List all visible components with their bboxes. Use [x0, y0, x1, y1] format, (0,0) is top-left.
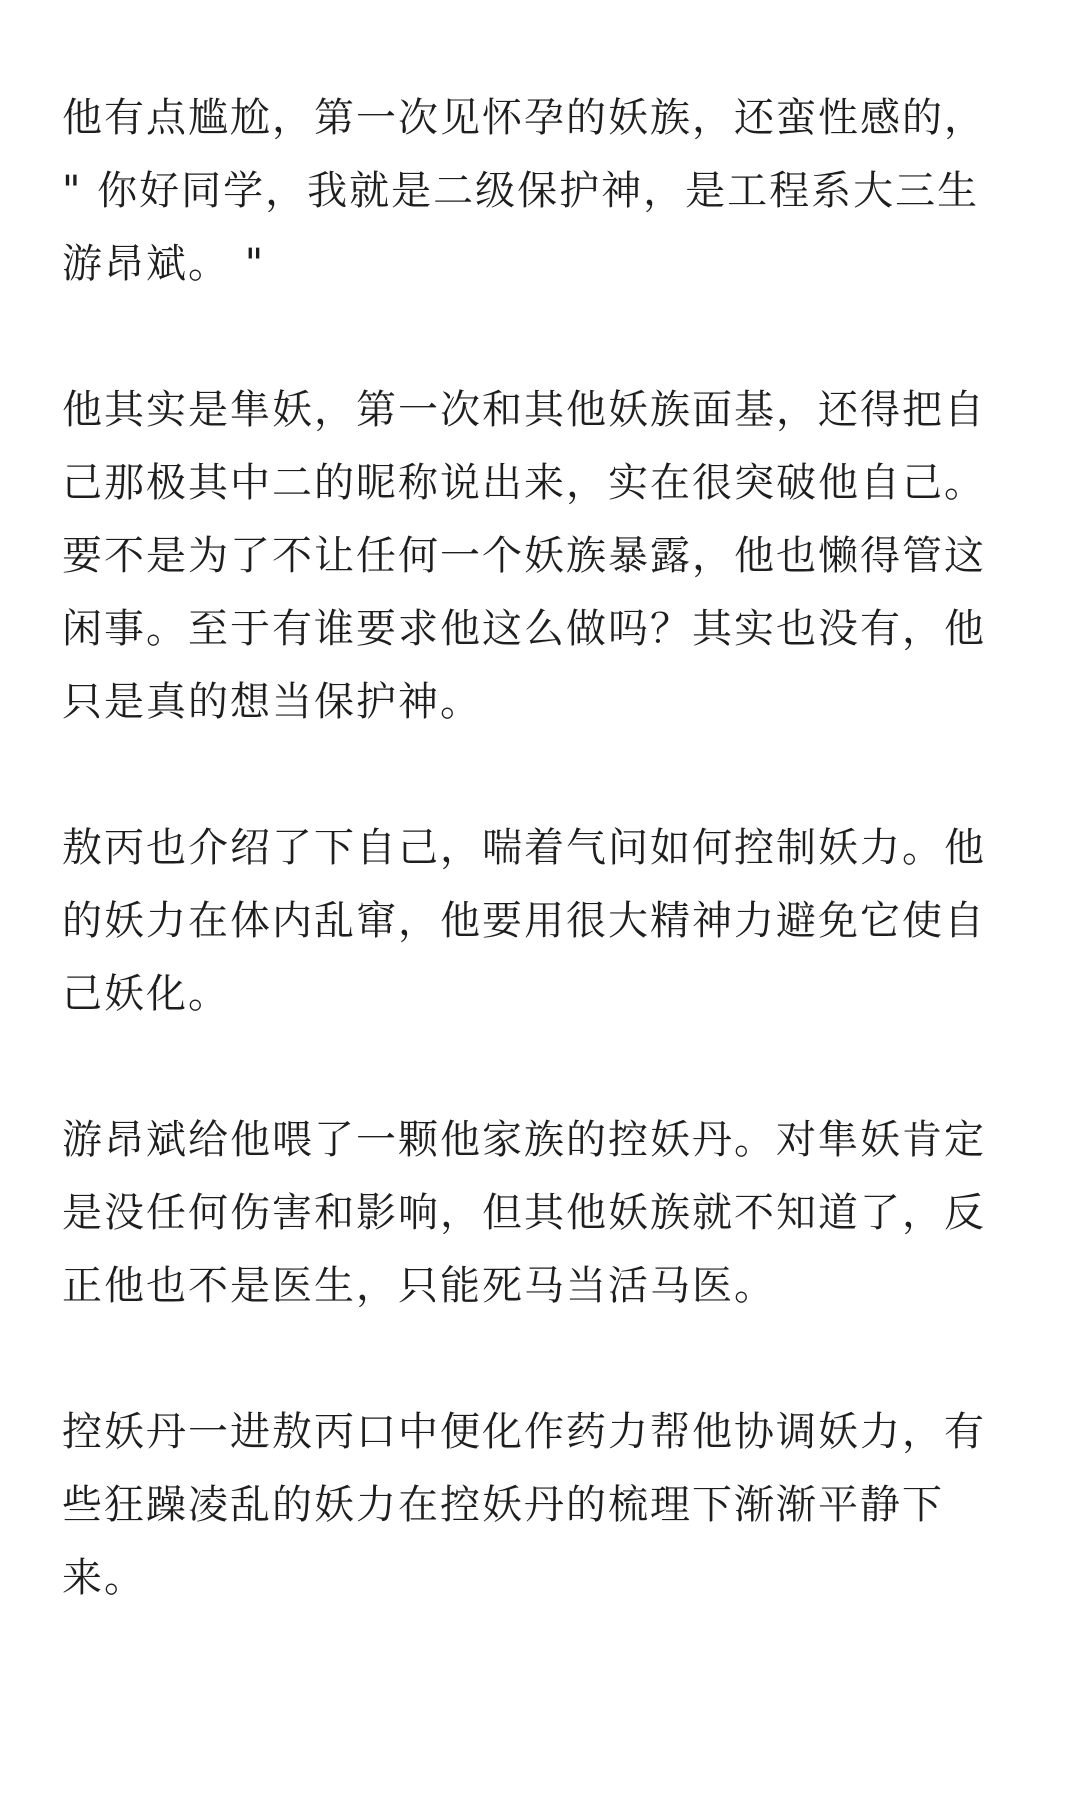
text-line: 闲事。至于有谁要求他这么做吗？其实也没有，他 [62, 606, 986, 652]
text-line: 游昂斌。 " [62, 241, 266, 287]
paragraph-gap [62, 739, 1022, 812]
text-line: 些狂躁凌乱的妖力在控妖丹的梳理下渐渐平静下 [62, 1482, 944, 1528]
paragraph-3 [62, 812, 1022, 1031]
paragraph-gap [62, 1031, 1022, 1104]
text-line: 是没任何伤害和影响，但其他妖族就不知道了，反 [62, 1190, 986, 1236]
text-line: 敖丙也介绍了下自己，喘着气问如何控制妖力。他 [62, 825, 986, 871]
paragraph-5 [62, 1396, 1022, 1615]
article-body [62, 82, 1022, 1615]
text-line: 己妖化。 [62, 971, 230, 1017]
text-line: 的妖力在体内乱窜，他要用很大精神力避免它使自 [62, 898, 986, 944]
paragraph-4 [62, 1104, 1022, 1323]
text-line: 控妖丹一进敖丙口中便化作药力帮他协调妖力，有 [62, 1409, 986, 1455]
text-line: 游昂斌给他喂了一颗他家族的控妖丹。对隼妖肯定 [62, 1117, 986, 1163]
text-line: 他其实是隼妖，第一次和其他妖族面基，还得把自 [62, 387, 986, 433]
text-line: 要不是为了不让任何一个妖族暴露，他也懒得管这 [62, 533, 986, 579]
text-line: 来。 [62, 1555, 146, 1601]
text-line: " 你好同学，我就是二级保护神，是工程系大三生 [62, 168, 980, 214]
text-line: 己那极其中二的昵称说出来，实在很突破他自己。 [62, 460, 986, 506]
paragraph-1 [62, 82, 1022, 301]
text-line: 只是真的想当保护神。 [62, 679, 482, 725]
text-line: 正他也不是医生，只能死马当活马医。 [62, 1263, 776, 1309]
paragraph-gap [62, 301, 1022, 374]
paragraph-gap [62, 1323, 1022, 1396]
paragraph-2 [62, 374, 1022, 739]
text-line: 他有点尴尬，第一次见怀孕的妖族，还蛮性感的， [62, 95, 986, 141]
